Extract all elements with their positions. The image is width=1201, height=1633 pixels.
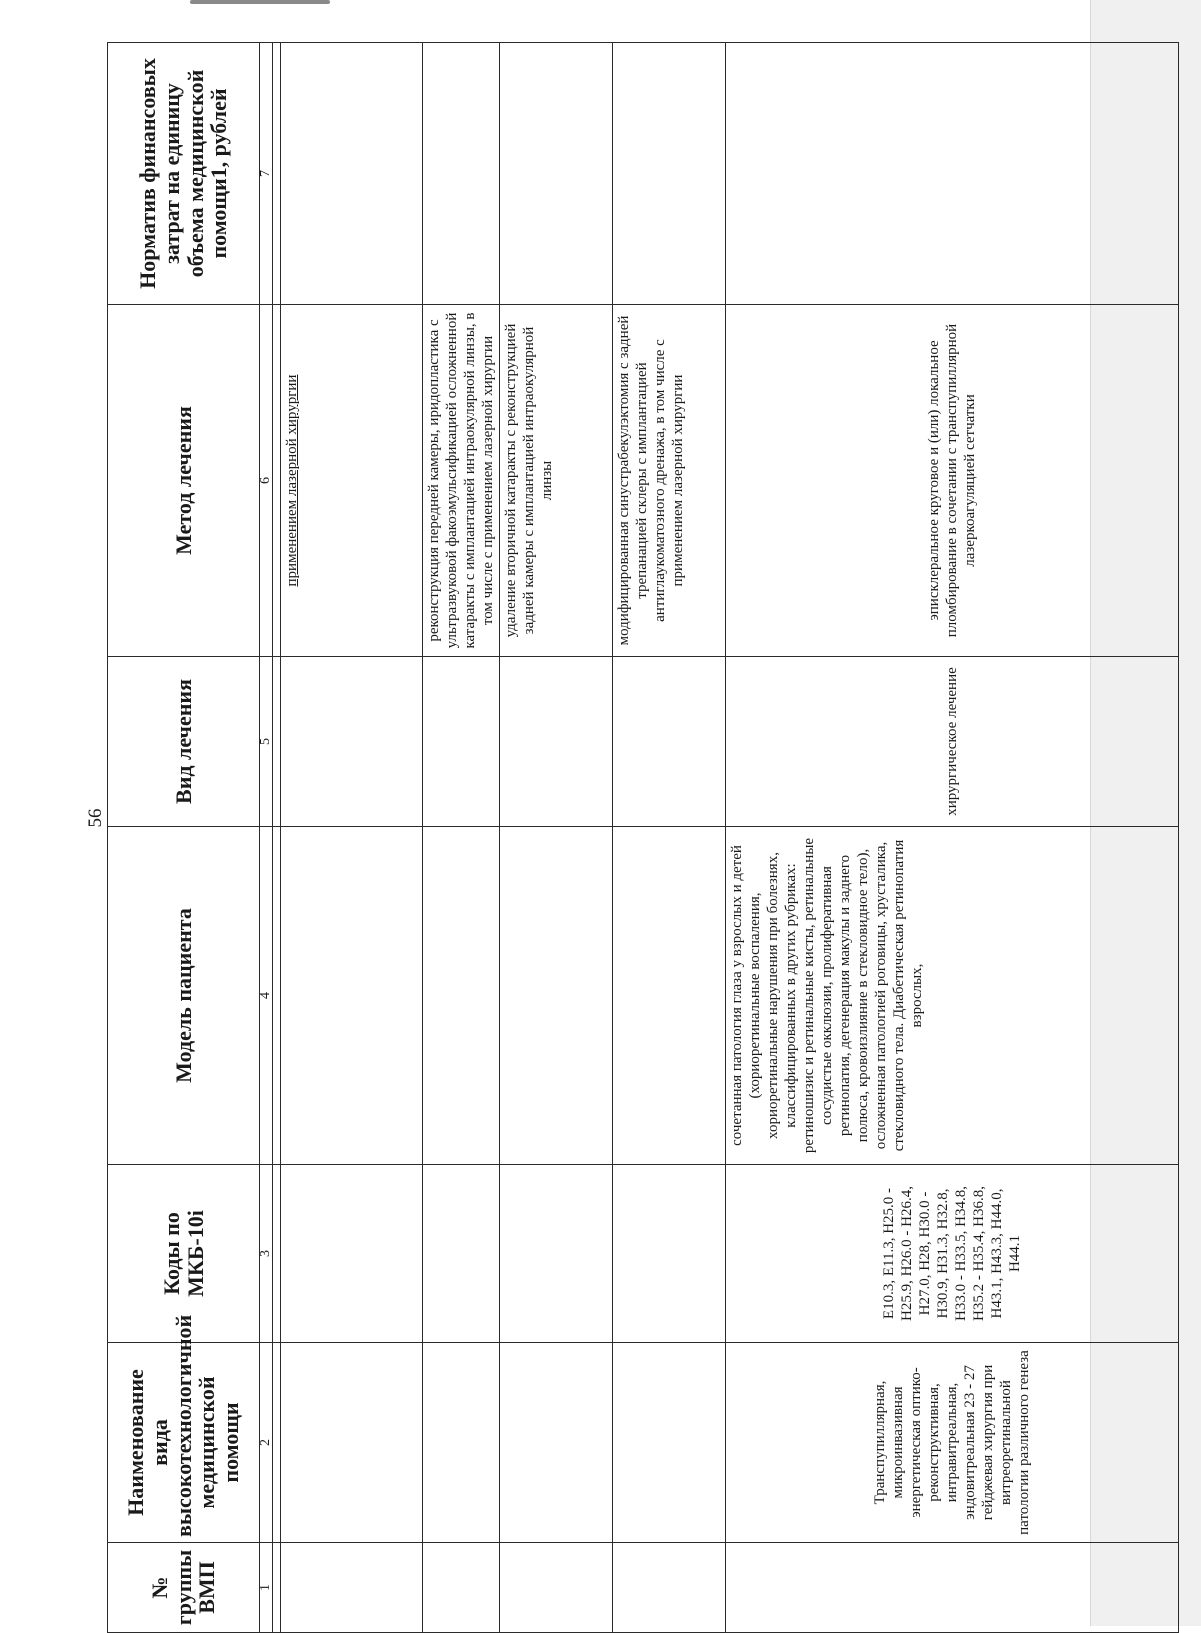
header-cost-standard: Норматив финансовых затрат на единицу объема медицинской помощи1, рублей (108, 43, 260, 305)
column-number: 3 (260, 1165, 273, 1343)
method-cell: реконструкция передней камеры, иридопластика с ультразвуковой факоэмульсификацией осложненной катаракты с имплантацией интраокулярной линзы, в том числе с применением лазерной хирургии (423, 305, 500, 657)
empty-cell (423, 827, 500, 1165)
empty-cell (273, 827, 281, 1165)
empty-cell (726, 1543, 1179, 1633)
empty-cell (423, 657, 500, 827)
empty-cell (273, 657, 281, 827)
table-row (281, 43, 423, 1633)
empty-cell (273, 1543, 281, 1633)
empty-cell (281, 827, 423, 1165)
column-number: 1 (260, 1543, 273, 1633)
empty-cell (613, 1165, 726, 1343)
column-number-row (260, 43, 273, 1633)
empty-cell (613, 657, 726, 827)
empty-cell (281, 43, 423, 305)
care-type-cell: Транспупиллярная, микроинвазивная энергетическая оптико-реконструктивная, интравитреальная, эндовитреальная 23 - 27 гейджевая хирургия при витреоретинальной патологии различного генеза (726, 1343, 1179, 1543)
table-row (613, 43, 726, 1633)
method-cell (281, 305, 423, 657)
empty-cell (500, 1343, 613, 1543)
empty-cell (613, 1543, 726, 1633)
table-header-row (108, 43, 260, 1633)
header-care-type: Наименование вида высокотехнологичной медицинской помощи (108, 1343, 260, 1543)
empty-cell (500, 657, 613, 827)
table-row (726, 43, 1179, 1633)
empty-cell (613, 827, 726, 1165)
empty-cell (273, 1343, 281, 1543)
empty-cell (500, 1165, 613, 1343)
header-treatment-kind: Вид лечения (108, 657, 260, 827)
column-number: 2 (260, 1343, 273, 1543)
column-number: 6 (260, 305, 273, 657)
header-patient-model: Модель пациента (108, 827, 260, 1165)
empty-cell (281, 1343, 423, 1543)
empty-cell (613, 43, 726, 305)
header-group-number: № группы ВМП (108, 1543, 260, 1633)
icd-codes-cell: E10.3, E11.3, H25.0 - H25.9, H26.0 - H26.4, H27.0, H28, H30.0 - H30.9, H31.3, H32.8, H33.0 - H33.5, H34.8, H35.2 - H35.4, H36.8, H43.1, H43.3, H44.0, H44.1 (726, 1165, 1179, 1343)
empty-cell (423, 1543, 500, 1633)
column-number: 7 (260, 43, 273, 305)
method-cell: удаление вторичной катаракты с реконструкцией задней камеры с имплантацией интраокулярной линзы (500, 305, 613, 657)
empty-cell (500, 1543, 613, 1633)
scan-artifact (190, 0, 330, 4)
treatment-kind-cell: хирургическое лечение (726, 657, 1179, 827)
empty-cell (281, 1165, 423, 1343)
treatment-table (107, 42, 1179, 1633)
table-row (423, 43, 500, 1633)
page-number: 56 (85, 808, 106, 828)
empty-cell (423, 1343, 500, 1543)
empty-cell (273, 305, 281, 657)
rotated-table-container (107, 43, 1057, 1633)
header-treatment-method: Метод лечения (108, 305, 260, 657)
column-number: 5 (260, 657, 273, 827)
empty-cell (281, 1543, 423, 1633)
empty-cell (273, 1165, 281, 1343)
empty-cell (500, 827, 613, 1165)
header-icd-codes: Коды по МКБ-10i (108, 1165, 260, 1343)
empty-cell (726, 43, 1179, 305)
empty-cell (500, 43, 613, 305)
column-number: 4 (260, 827, 273, 1165)
empty-cell (423, 1165, 500, 1343)
empty-cell (613, 1343, 726, 1543)
empty-cell (423, 43, 500, 305)
empty-cell (273, 43, 281, 305)
table-spacer-row (273, 43, 281, 1633)
method-text: применением лазерной хирургии (284, 374, 300, 587)
empty-cell (281, 657, 423, 827)
method-cell: модифицированная синустрабекулэктомия с задней трепанацией склеры с имплантацией антиглаукоматозного дренажа, в том числе с применением лазерной хирургии (613, 305, 726, 657)
table-row (500, 43, 613, 1633)
method-cell: эписклеральное круговое и (или) локальное пломбирование в сочетании с транспупиллярной лазеркоагуляцией сетчатки (726, 305, 1179, 657)
patient-model-cell: сочетанная патология глаза у взрослых и детей (хориоретинальные воспаления, хориоретинальные нарушения при болезнях, классифицированных в других рубриках: ретиношизис и ретинальные кисты, ретинальные сосудистые окклюзии, пролиферативная ретинопатия, дегенерация макулы и заднего полюса, кровоизлияние в стекловидное тело), осложненная патологией роговицы, хрусталика, стекловидного тела. Диабетическая ретинопатия взрослых, (726, 827, 1179, 1165)
